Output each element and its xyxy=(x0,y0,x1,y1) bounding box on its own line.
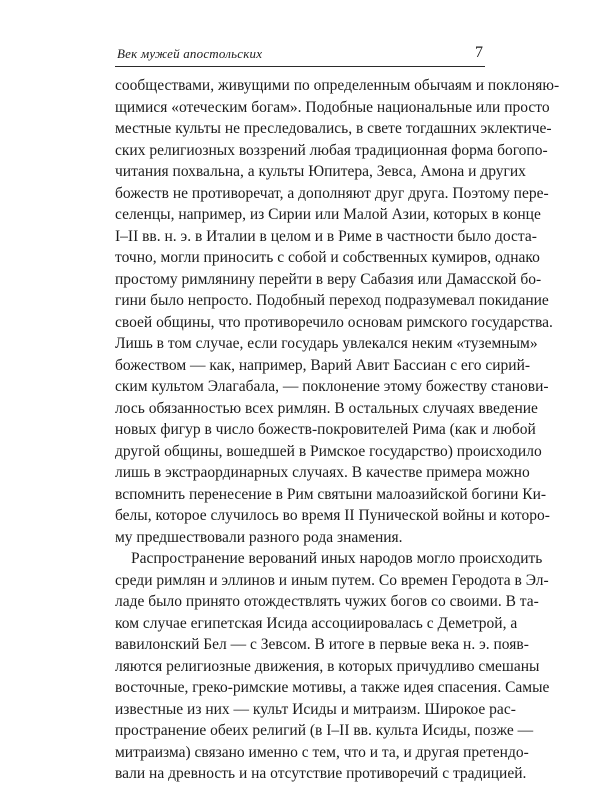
text-line: восточные, греко-римские мотивы, а также идея спасения. Самые xyxy=(115,679,550,696)
text-line: новых фигур в число божеств-покровителей Рима (как и любой xyxy=(115,421,536,438)
page-number: 7 xyxy=(475,44,483,61)
text-line: вавилонский Бел — с Зевсом. В итоге в первые века н. э. появ- xyxy=(115,636,529,653)
paragraph-end-line: му предшествовали разного рода знамения. xyxy=(115,528,403,546)
text-line: Лишь в том случае, если государь увлекался неким «туземным» xyxy=(115,335,538,352)
paragraph-start-line: Распространение верований иных народов могло происходить xyxy=(131,550,543,567)
text-line: лишь в экстраординарных случаях. В качестве примера можно xyxy=(115,464,530,481)
text-line: божеств не противоречат, а дополняют друг друга. Поэтому пере- xyxy=(115,184,549,202)
text-line: пространение обеих религий (в I–II вв. культа Исиды, позже — xyxy=(115,722,534,739)
running-title: Век мужей апостольских xyxy=(117,46,263,61)
text-line: среди римлян и эллинов и иным путем. Со времен Геродота в Эл- xyxy=(115,571,549,589)
text-line: точно, могли приносить с собой и собственных кумиров, однако xyxy=(115,249,540,266)
text-line: лось обязанностью всех римлян. В остальных случаях введение xyxy=(115,399,538,417)
text-line: ладе было принято отождествлять чужих богов со своими. В та- xyxy=(115,593,539,610)
text-line: ских религиозных воззрений любая традиционная форма богопо- xyxy=(115,141,548,159)
text-line: гини было непросто. Подобный переход подразумевал покидание xyxy=(115,292,549,309)
text-line: сообществами, живущими по определенным обычаям и поклоняю- xyxy=(115,77,560,94)
running-header xyxy=(115,44,485,67)
text-line: вспомнить перенесение в Рим святыни малоазийской богини Ки- xyxy=(115,485,547,503)
text-line: I–II вв. н. э. в Италии в целом и в Риме в частности было доста- xyxy=(115,227,537,245)
text-line: вали на древность и на отсутствие противоречий с традицией. xyxy=(115,765,527,782)
text-line: ком случае египетская Исида ассоциировалась с Деметрой, а xyxy=(115,614,518,632)
text-line: белы, которое случилось во время II Пунической войны и которо- xyxy=(115,507,550,524)
text-line: ляются религиозные движения, в которых причудливо смешаны xyxy=(115,657,540,675)
text-line: щимися «отеческим богам». Подобные национальные или просто xyxy=(115,98,550,116)
text-line: божеством — как, например, Варий Авит Бассиан с его сирий- xyxy=(115,356,531,374)
body-text xyxy=(115,75,560,785)
text-line: местные культы не преследовались, в свете тогдашних эклектиче- xyxy=(115,120,552,137)
text-line: известные из них — культ Исиды и митраизм. Широкое рас- xyxy=(115,700,516,718)
text-line: читания похвальна, а культы Юпитера, Зевса, Амона и других xyxy=(115,163,526,180)
text-line: своей общины, что противоречило основам римского государства. xyxy=(115,313,553,331)
text-line: ским культом Элагабала, — поклонение этому божеству станови- xyxy=(115,378,549,395)
text-line: митраизма) связано именно с тем, что и та, и другая претендо- xyxy=(115,743,529,761)
text-line: селенцы, например, из Сирии или Малой Азии, которых в конце xyxy=(115,206,541,223)
text-line: простому римлянину перейти в веру Сабазия или Дамасской бо- xyxy=(115,270,542,288)
text-line: другой общины, вошедшей в Римское государство) происходило xyxy=(115,442,542,460)
